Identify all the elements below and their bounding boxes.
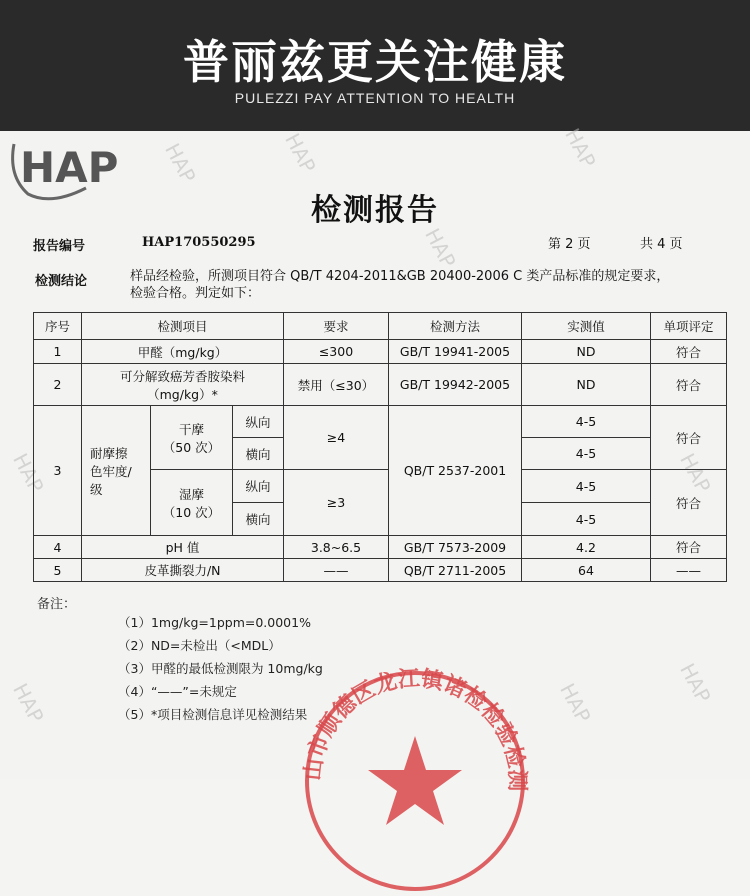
banner-title: 普丽兹更关注健康 <box>183 35 567 89</box>
report-document <box>0 124 750 792</box>
star-icon <box>368 736 462 825</box>
cell-wet-line: 湿摩 <box>178 486 204 502</box>
results-table <box>33 312 727 582</box>
cell-dry-line: 干摩 <box>178 421 204 437</box>
cell-result: 符合 <box>651 470 727 536</box>
cell-value: 4-5 <box>522 406 651 438</box>
cell-direction: 横向 <box>233 503 284 536</box>
cell-dry-line: （50 次） <box>162 439 221 455</box>
cell-requirement: ≥3 <box>284 470 389 536</box>
cell-wet-line: （10 次） <box>162 504 221 520</box>
cell-result: —— <box>651 559 727 582</box>
header-method: 检测方法 <box>389 313 522 340</box>
svg-text:HAP: HAP <box>20 143 119 192</box>
cell-result: 符合 <box>651 406 727 470</box>
cell-group <box>82 406 151 536</box>
watermark: HAP <box>560 124 601 172</box>
cell-result: 符合 <box>651 536 727 559</box>
header-result: 单项评定 <box>651 313 727 340</box>
cell-no: 3 <box>34 406 82 536</box>
note-item: （2）ND=未检出（<MDL） <box>118 638 281 653</box>
report-number-label: 报告编号 <box>33 239 86 254</box>
header-banner <box>0 0 750 131</box>
watermark: HAP <box>555 679 596 727</box>
cell-item <box>82 364 284 406</box>
table-row <box>34 536 727 559</box>
table-row <box>34 340 727 364</box>
cell-item-line: 可分解致癌芳香胺染料 <box>119 368 245 384</box>
cell-item-line: （mg/kg）* <box>147 386 218 402</box>
cell-value: 4-5 <box>522 470 651 503</box>
conclusion-line: 样品经检验，所测项目符合 QB/T 4204-2011&GB 20400-2006 C 类产品标准的规定要求， <box>130 269 670 284</box>
watermark: HAP <box>8 449 49 497</box>
table-row <box>34 559 727 582</box>
watermark: HAP <box>160 139 201 187</box>
cell-method: QB/T 2537-2001 <box>389 406 522 536</box>
cell-no: 4 <box>34 536 82 559</box>
cell-no: 5 <box>34 559 82 582</box>
note-item: （1）1mg/kg=1ppm=0.0001% <box>118 615 311 630</box>
cell-value: 4.2 <box>522 536 651 559</box>
header-requirement: 要求 <box>284 313 389 340</box>
cell-value: ND <box>522 364 651 406</box>
page-number: 第 2 页 <box>548 237 591 252</box>
table-row <box>34 364 727 406</box>
cell-group-line: 色牢度/ <box>90 463 132 479</box>
cell-requirement: 3.8~6.5 <box>284 536 389 559</box>
conclusion-label: 检测结论 <box>35 274 88 289</box>
cell-group-line: 级 <box>90 481 103 497</box>
cell-result: 符合 <box>651 340 727 364</box>
watermark: HAP <box>675 449 716 497</box>
header-no: 序号 <box>34 313 82 340</box>
note-item: （3）甲醛的最低检测限为 10mg/kg <box>118 661 323 676</box>
cell-dry-rub <box>151 406 233 470</box>
conclusion-text <box>130 268 730 302</box>
cell-direction: 纵向 <box>233 406 284 438</box>
report-number: HAP170550295 <box>142 235 256 250</box>
table-header-row <box>34 313 727 340</box>
cell-requirement: 禁用（≤30） <box>284 364 389 406</box>
banner-subtitle: PULEZZI PAY ATTENTION TO HEALTH <box>234 90 516 106</box>
note-item: （5）*项目检测信息详见检测结果 <box>118 707 308 722</box>
watermark: HAP <box>8 679 49 727</box>
cell-method: GB/T 19941-2005 <box>389 340 522 364</box>
cell-item: pH 值 <box>82 536 284 559</box>
cell-value: 4-5 <box>522 438 651 470</box>
cell-item: 甲醛（mg/kg） <box>82 340 284 364</box>
cell-result: 符合 <box>651 364 727 406</box>
cell-wet-rub <box>151 470 233 536</box>
watermark: HAP <box>675 659 716 707</box>
official-stamp <box>300 666 530 896</box>
cell-group-line: 耐摩擦 <box>90 445 128 461</box>
notes-label: 备注： <box>37 597 77 612</box>
note-item: （4）“——”=未规定 <box>118 684 237 699</box>
header-value: 实测值 <box>522 313 651 340</box>
cell-no: 2 <box>34 364 82 406</box>
cell-direction: 纵向 <box>233 470 284 503</box>
cell-direction: 横向 <box>233 438 284 470</box>
cell-method: QB/T 2711-2005 <box>389 559 522 582</box>
report-title: 检测报告 <box>311 193 439 228</box>
header-item: 检测项目 <box>82 313 284 340</box>
cell-requirement: —— <box>284 559 389 582</box>
cell-requirement: ≥4 <box>284 406 389 470</box>
cell-value: 64 <box>522 559 651 582</box>
cell-no: 1 <box>34 340 82 364</box>
cell-requirement: ≤300 <box>284 340 389 364</box>
cell-method: GB/T 19942-2005 <box>389 364 522 406</box>
svg-text:山市顺德区龙江镇诸检检验检测: 山市顺德区龙江镇诸检检验检测 <box>300 666 530 792</box>
cell-method: GB/T 7573-2009 <box>389 536 522 559</box>
table-row <box>34 406 727 438</box>
cell-value: 4-5 <box>522 503 651 536</box>
conclusion-line: 检验合格。判定如下： <box>130 286 261 301</box>
watermark: HAP <box>280 129 321 177</box>
cell-value: ND <box>522 340 651 364</box>
cell-item: 皮革撕裂力/N <box>82 559 284 582</box>
watermark: HAP <box>420 224 461 272</box>
page-total: 共 4 页 <box>640 237 683 252</box>
